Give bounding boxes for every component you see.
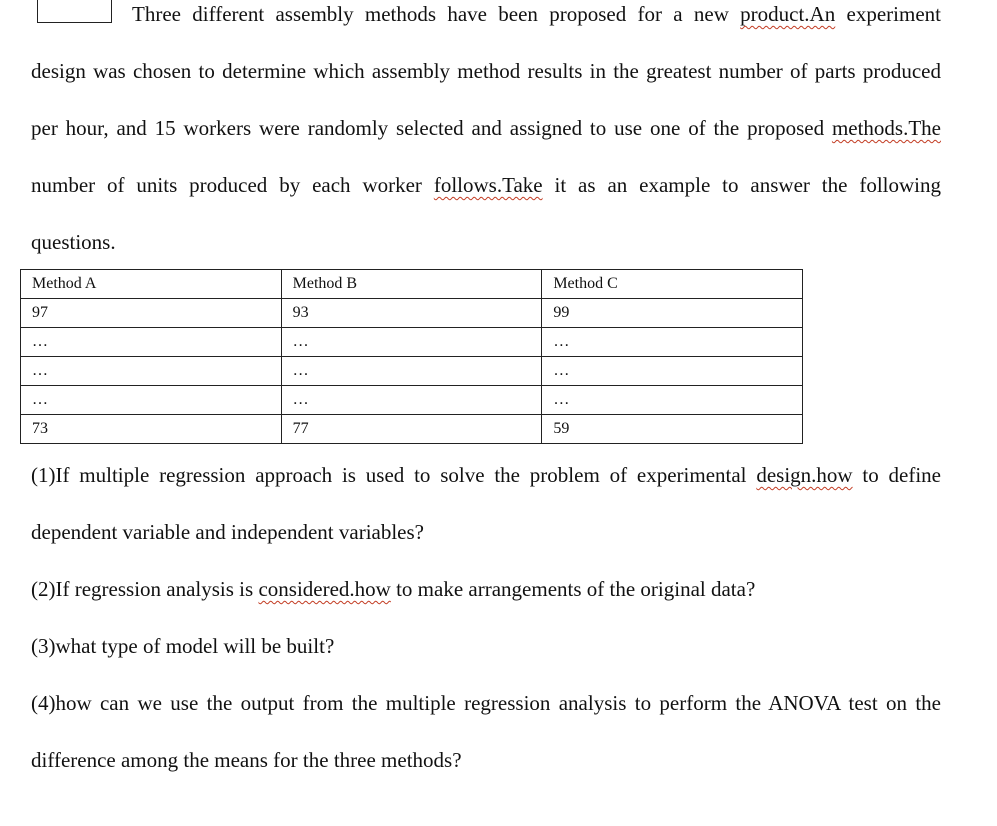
table-header-row — [21, 270, 803, 299]
table-cell: … — [542, 386, 803, 415]
table-cell: … — [21, 328, 282, 357]
table-cell: … — [21, 386, 282, 415]
question-4-line-1: (4)how can we use the output from the multiple regression analysis to perform the ANOVA test on the — [31, 691, 941, 715]
table-cell: … — [281, 386, 542, 415]
intro-line-3: per hour, and 15 workers were randomly selected and assigned to use one of the proposed methods.The — [31, 116, 941, 140]
table-header-cell: Method A — [21, 270, 282, 299]
table-cell: … — [281, 357, 542, 386]
question-2: (2)If regression analysis is considered.how to make arrangements of the original data? — [31, 577, 756, 601]
spellcheck-word: product.An — [740, 2, 836, 26]
table-row — [21, 386, 803, 415]
table-row — [21, 299, 803, 328]
table-cell: 99 — [542, 299, 803, 328]
table-cell: 93 — [281, 299, 542, 328]
data-table — [20, 269, 803, 444]
table-cell: … — [281, 328, 542, 357]
table-cell: 59 — [542, 415, 803, 444]
table-cell: 73 — [21, 415, 282, 444]
intro-line-4: number of units produced by each worker follows.Take it as an example to answer the following — [31, 173, 941, 197]
question-1-line-2: dependent variable and independent variables? — [31, 520, 424, 544]
question-4-line-2: difference among the means for the three methods? — [31, 748, 462, 772]
table-cell: … — [542, 357, 803, 386]
table-header-cell: Method C — [542, 270, 803, 299]
intro-line-5: questions. — [31, 230, 116, 254]
answer-box[interactable] — [37, 0, 112, 23]
intro-line-1: Three different assembly methods have been proposed for a new product.An experiment — [132, 2, 941, 26]
question-3: (3)what type of model will be built? — [31, 634, 335, 658]
table-row — [21, 415, 803, 444]
table-cell: … — [21, 357, 282, 386]
table-cell: … — [542, 328, 803, 357]
table-header-cell: Method B — [281, 270, 542, 299]
table-row — [21, 328, 803, 357]
spellcheck-word: design.how — [756, 463, 853, 487]
intro-line-2: design was chosen to determine which assembly method results in the greatest number of parts produced — [31, 59, 941, 83]
table-cell: 77 — [281, 415, 542, 444]
table-cell: 97 — [21, 299, 282, 328]
spellcheck-word: considered.how — [258, 577, 391, 601]
spellcheck-word: methods.The — [831, 116, 941, 140]
table-row — [21, 357, 803, 386]
spellcheck-word: follows.Take — [433, 173, 543, 197]
question-1-line-1: (1)If multiple regression approach is used to solve the problem of experimental design.how to define — [31, 463, 941, 487]
